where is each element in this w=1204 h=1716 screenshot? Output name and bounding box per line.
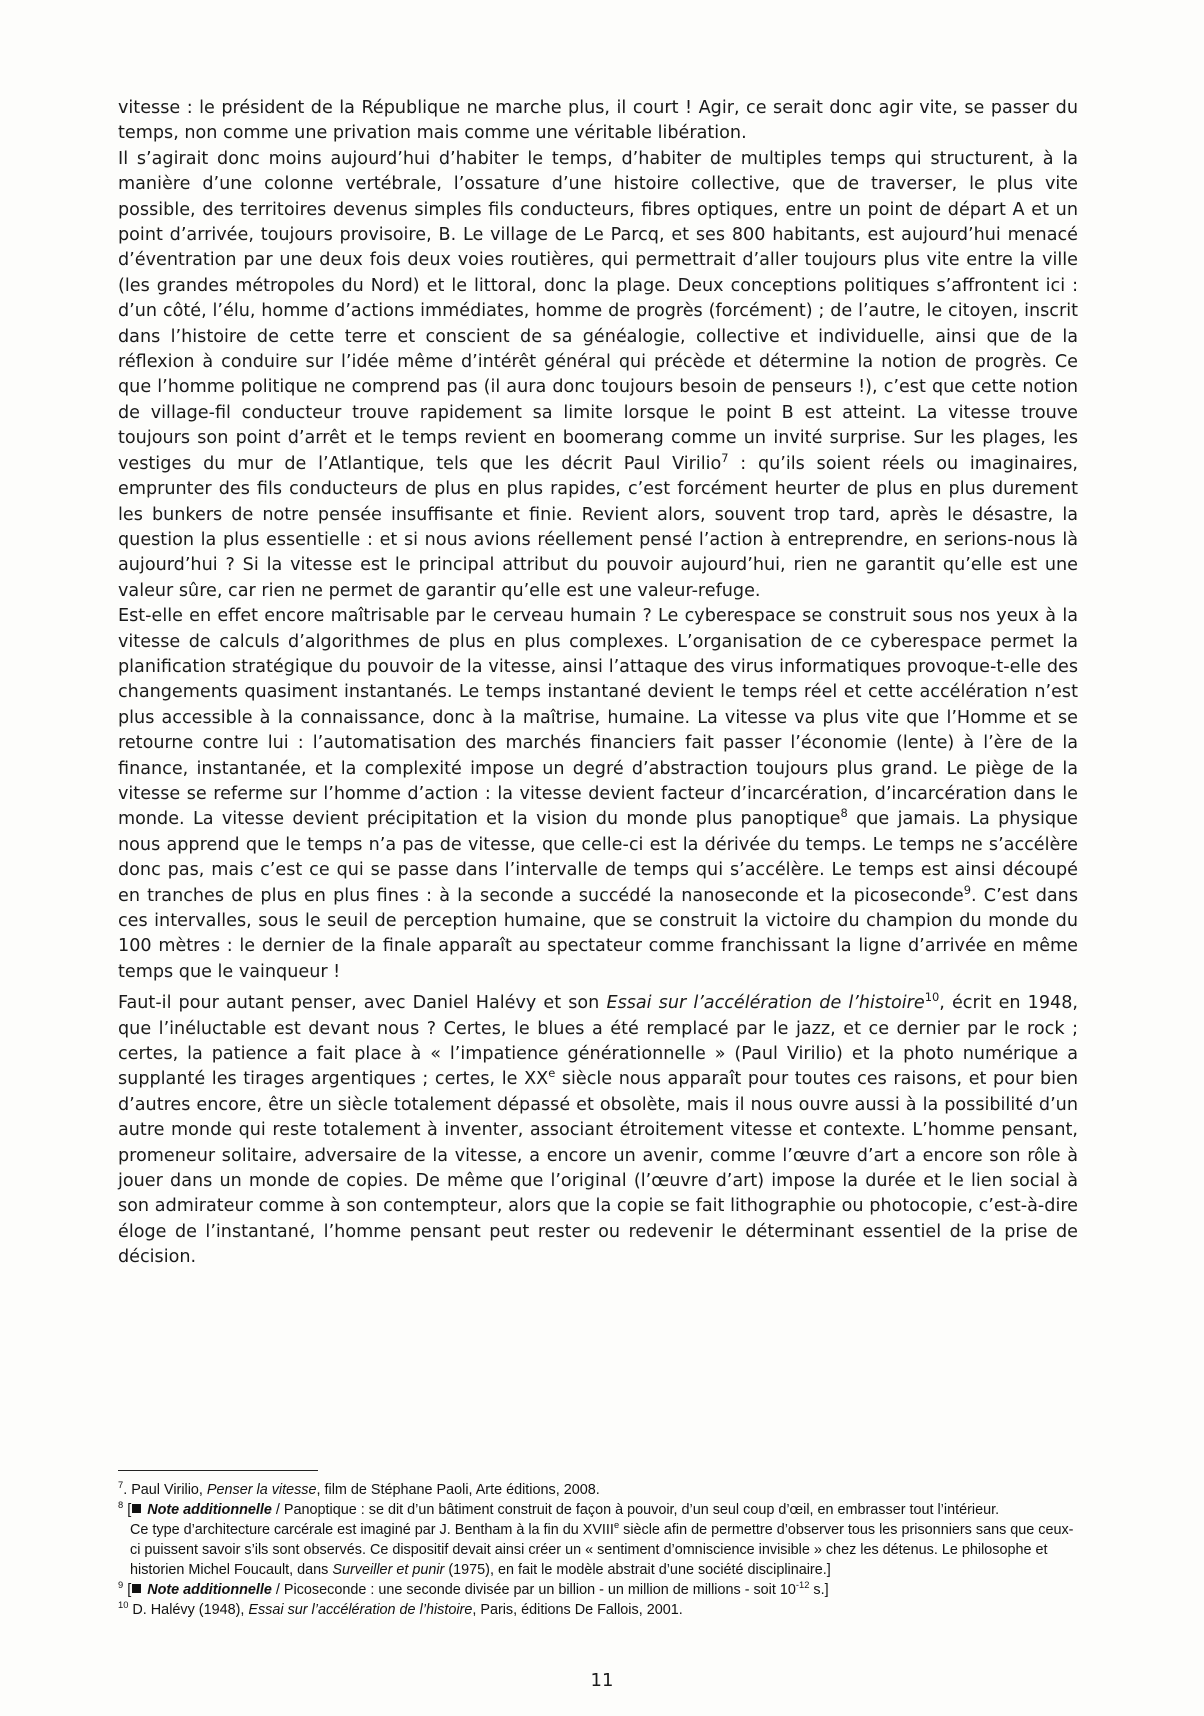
footnote-separator <box>118 1470 318 1471</box>
footnote-10: $^{10}$ D. Halévy (1948), Essai sur l’accélération de l’histoire, Paris, éditions De Fallois, 2001. <box>118 1600 683 1618</box>
footnote-ref-9[interactable]: 9 <box>963 882 971 897</box>
body-text <box>118 96 1078 1271</box>
square-bullet-icon <box>132 1504 141 1513</box>
square-bullet-icon <box>132 1584 141 1593</box>
footnote-ref-7[interactable]: 7 <box>721 450 729 465</box>
paragraph-2: Il s’agirait donc moins aujourd’hui d’habiter le temps, d’habiter de multiples temps qui structurent, à la manière d’une colonne vertébrale, l’ossature d’une histoire collective, que de traverser, le plus vite possible, des territoires devenus simples fils conducteurs, fibres optiques, entre un point de départ A et un point d’arrivée, toujours provisoire, B. Le village de Le Parcq, et ses 800 habitants, est aujourd’hui menacé d’éventration par une deux fois deux voies routières, qui permettrait d’aller toujours plus vite entre la ville (les grandes métropoles du Nord) et le littoral, donc la plage. Deux conceptions politiques s’affrontent ici : d’un côté, l’élu, homme d’actions immédiates, homme de progrès (forcément) ; de l’autre, le citoyen, inscrit dans l’histoire de cette terre et conscient de sa généalogie, collective et individuelle, ainsi que de la réflexion à conduire sur l’idée même d’intérêt général qui précède et détermine la notion de progrès. Ce que l’homme politique ne comprend pas (il aura donc toujours besoin de penseurs !), c’est que cette notion de village-fil conducteur trouve rapidement sa limite lorsque le point B est atteint. La vitesse trouve toujours son point d’arrêt et le temps revient en boomerang comme un invité surprise. Sur les plages, les vestiges du mur de l’Atlantique, tels que les décrit Paul Virilio$^7$ : qu’ils soient réels ou imaginaires, emprunter des fils conducteurs de plus en plus rapides, c’est forcément heurter de plus en plus durement les bunkers de notre pensée insuffisante et finie. Revient alors, souvent trop tard, après le désastre, la question la plus essentielle : et si nous avions réellement pensé l’action à entreprendre, en serions-nous là aujourd’hui ? Si la vitesse est le principal attribut du pouvoir aujourd’hui, rien ne garantit qu’elle est une valeur sûre, car rien ne permet de garantir qu’elle est une valeur-refuge. <box>118 148 1079 601</box>
footnote-ref-8[interactable]: 8 <box>840 806 848 821</box>
paragraph-3: Est-elle en effet encore maîtrisable par le cerveau humain ? Le cyberespace se construit sous nos yeux à la vitesse de calculs d’algorithmes de plus en plus complexes. L’organisation de ce cyberespace permet la planification stratégique du pouvoir de la vitesse, ainsi l’attaque des virus informatiques provoque-t-elle des changements quasiment instantanés. Le temps instantané devient le temps réel et cette accélération n’est plus accessible à la connaissance, donc à la maîtrise, humaine. La vitesse va plus vite que l’Homme et se retourne contre lui : l’automatisation des marchés financiers fait passer l’économie (lente) à l’ère de la finance, instantanée, et la complexité impose un degré d’abstraction toujours plus grand. Le piège de la vitesse se referme sur l’homme d’action : la vitesse devient facteur d’incarcération, d’incarcération dans le monde. La vitesse devient précipitation et la vision du monde plus panoptique$^8$ que jamais. La physique nous apprend que le temps n’a pas de vitesse, que celle-ci est la dérivée du temps. Le temps ne s’accélère donc pas, mais c’est ce qui se passe dans l’intervalle de temps qui s’accélère. Le temps est ainsi découpé en tranches de plus en plus fines : à la seconde a succédé la nanoseconde et la picoseconde$^9$. C’est dans ces intervalles, sous le seuil de perception humaine, que se construit la victoire du champion du monde du 100 mètres : le dernier de la finale apparaît au spectateur comme franchissant la ligne d’arrivée en même temps que le vainqueur ! <box>118 606 1079 982</box>
page-number: 11 <box>590 1670 614 1691</box>
footnote-8-continued: Ce type d’architecture carcérale est imaginé par J. Bentham à la fin du XVIIIe siècle afin de permettre d’observer tous les prisonniers sans que ceux-ci puissent savoir s’ils sont observés. Ce dispositif devait ainsi créer un « sentiment d’omniscience invisible » chez les détenus. Le philosophe et historien Michel Foucault, dans Surveiller et punir (1975), en fait le modèle abstrait d’une société disciplinaire.] <box>130 1520 1074 1578</box>
footnotes <box>118 1480 1078 1620</box>
footnote-7: $^7$. Paul Virilio, Penser la vitesse, film de Stéphane Paoli, Arte éditions, 2008. <box>118 1480 600 1498</box>
footnote-9: $^9$ [ Note additionnelle / Picoseconde : une seconde divisée par un billion - un million de millions - soit $10^{-12}$ s.] <box>118 1580 829 1598</box>
book-title: Essai sur l’accélération de l’histoire <box>606 993 925 1014</box>
footnote-8: $^8$ [ Note additionnelle / Panoptique : se dit d’un bâtiment construit de façon à pouvoir, d’un seul coup d’œil, en embrasser tout l’intérieur. <box>118 1500 1000 1518</box>
footnote-ref-10[interactable]: 10 <box>924 990 940 1005</box>
paragraph-4: Faut-il pour autant penser, avec Daniel Halévy et son Essai sur l’accélération de l’histoire$^{10}$, écrit en 1948, que l’inéluctable est devant nous ? Certes, le blues a été remplacé par le jazz, et ce dernier par le rock ; certes, la patience a fait place à « l’impatience générationnelle » (Paul Virilio) et la photo numérique a supplanté les tirages argentiques ; certes, le XXe siècle nous apparaît pour toutes ces raisons, et pour bien d’autres encore, être un siècle totalement dépassé et obsolète, mais il nous ouvre aussi à la possibilité d’un autre monde qui reste totalement à inventer, associant étroitement vitesse et contexte. L’homme pensant, promeneur solitaire, adversaire de la vitesse, a encore un avenir, comme l’œuvre d’art a encore son rôle à jouer dans un monde de copies. De même que l’original (l’œuvre d’art) impose la durée et le lien social à son admirateur comme à son contempteur, alors que la copie se fait lithographie ou photocopie, c’est-à-dire éloge de l’instantané, l’homme pensant peut rester ou redevenir le déterminant essentiel de la prise de décision. <box>118 990 1079 1268</box>
paragraph-1: vitesse : le président de la République ne marche plus, il court ! Agir, ce serait donc agir vite, se passer du temps, non comme une privation mais comme une véritable libération. <box>118 98 1078 144</box>
